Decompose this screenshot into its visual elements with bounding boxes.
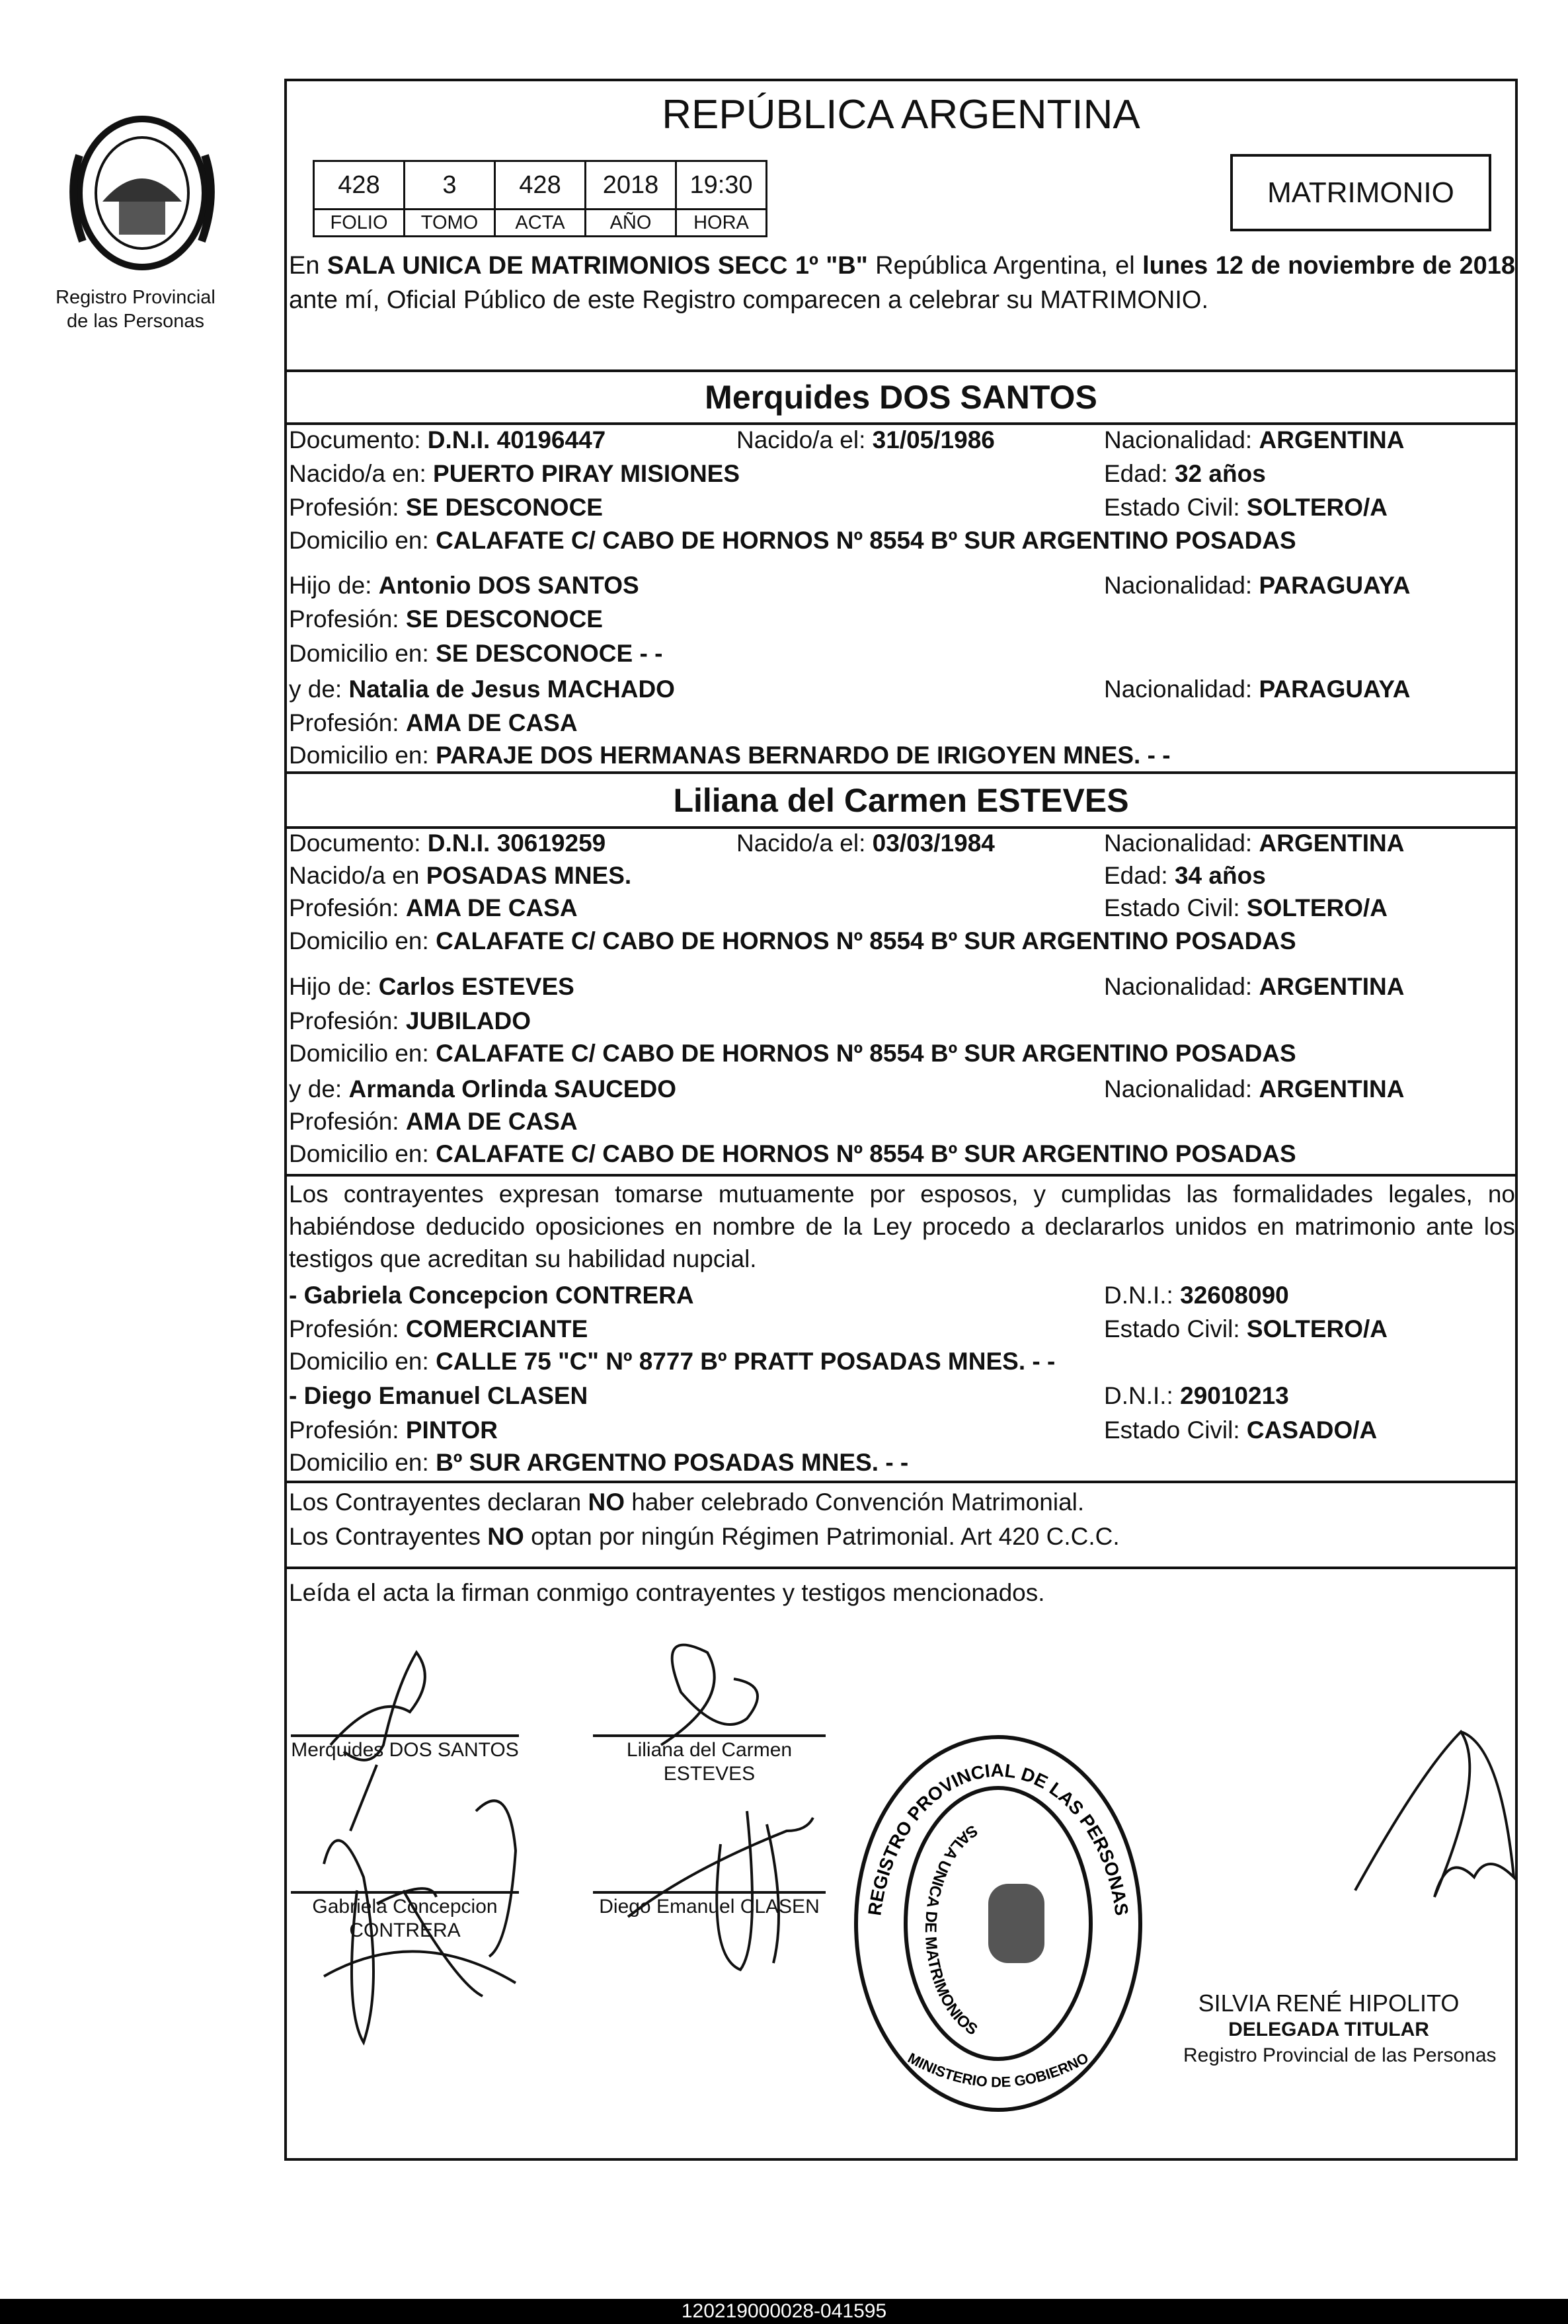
c1-madre-nacionalidad: Nacionalidad: PARAGUAYA (1104, 676, 1411, 703)
logo-caption (40, 286, 231, 333)
c1-padre: Hijo de: Antonio DOS SANTOS (289, 572, 639, 599)
declaration-paragraph: Los contrayentes expresan tomarse mutuamente por esposos, y cumplidas las formalidades legales, no habiéndose deducido oposiciones en nombre de la Ley procedo a declararlos unidos en matrimonio ante los testigos que acreditan su habilidad nupcial. (289, 1181, 1515, 1272)
c2-nacido-el: Nacido/a el: 03/03/1984 (736, 830, 995, 857)
c2-profesion: Profesión: AMA DE CASA (289, 894, 578, 921)
c2-padre-domicilio: Domicilio en: CALAFATE C/ CABO DE HORNOS Nº 8554 Bº SUR ARGENTINO POSADAS (289, 1040, 1296, 1067)
acta-label: ACTA (495, 210, 586, 237)
signature-label-gabriela: Gabriela Concepcion CONTRERA (312, 1896, 498, 1941)
stamp-outer-text: REGISTRO PROVINCIAL DE LAS PERSONAS (864, 1760, 1132, 1917)
c2-madre-domicilio: Domicilio en: CALAFATE C/ CABO DE HORNOS Nº 8554 Bº SUR ARGENTINO POSADAS (289, 1140, 1296, 1167)
c2-padre: Hijo de: Carlos ESTEVES (289, 973, 574, 1000)
c2-madre-profesion: Profesión: AMA DE CASA (289, 1108, 578, 1135)
signature-label-diego: Diego Emanuel CLASEN (599, 1896, 820, 1917)
testigo1-domicilio: Domicilio en: CALLE 75 "C" Nº 8777 Bº PRATT POSADAS MNES. - - (289, 1348, 1056, 1375)
folio-value: 428 (314, 161, 405, 210)
official-org: Registro Provincial de las Personas (1183, 2044, 1497, 2066)
testigo2-estado-civil: Estado Civil: CASADO/A (1104, 1416, 1378, 1444)
c2-padre-nacionalidad: Nacionalidad: ARGENTINA (1104, 973, 1405, 1000)
page-title: REPÚBLICA ARGENTINA (662, 92, 1140, 137)
c1-madre-profesion: Profesión: AMA DE CASA (289, 709, 578, 736)
document-barcode-number: 120219000028-041595 (0, 2299, 1568, 2324)
c1-nacido-el: Nacido/a el: 31/05/1986 (736, 426, 995, 453)
intro-text: En (289, 252, 327, 280)
c1-nacido-en: Nacido/a en: PUERTO PIRAY MISIONES (289, 460, 740, 487)
official-block (1183, 1990, 1497, 2069)
testigo2-name: - Diego Emanuel CLASEN (289, 1382, 588, 1409)
divider (284, 1481, 1518, 1483)
c2-domicilio: Domicilio en: CALAFATE C/ CABO DE HORNOS Nº 8554 Bº SUR ARGENTINO POSADAS (289, 927, 1296, 954)
c1-nacionalidad: Nacionalidad: ARGENTINA (1104, 426, 1405, 453)
c1-profesion: Profesión: SE DESCONOCE (289, 494, 603, 521)
province-seal-logo (53, 116, 231, 271)
logo-caption-line2: de las Personas (67, 311, 204, 332)
signature-diego (628, 1811, 813, 1970)
folio-label: FOLIO (314, 210, 405, 237)
c2-nacionalidad: Nacionalidad: ARGENTINA (1104, 830, 1405, 857)
c2-documento: Documento: D.N.I. 30619259 (289, 830, 606, 857)
c1-edad: Edad: 32 años (1104, 460, 1266, 487)
intro-text: ante mí, Oficial Público de este Registro comparecen a celebrar su MATRIMONIO. (289, 286, 1209, 314)
official-role: DELEGADA TITULAR (1228, 2019, 1429, 2040)
stamp-inner-text: SALA UNICA DE MATRIMONIOS (921, 1821, 981, 2039)
signature-official (1355, 1732, 1514, 1897)
c2-edad: Edad: 34 años (1104, 862, 1266, 889)
c1-padre-profesion: Profesión: SE DESCONOCE (289, 605, 603, 633)
c2-madre-nacionalidad: Nacionalidad: ARGENTINA (1104, 1075, 1405, 1103)
divider (284, 1174, 1518, 1177)
testigo1-profesion: Profesión: COMERCIANTE (289, 1315, 588, 1342)
tomo-label: TOMO (405, 210, 495, 237)
intro-text: República Argentina, el (867, 252, 1143, 280)
record-type-box: MATRIMONIO (1230, 154, 1491, 231)
signature-label-merquides: Merquides DOS SANTOS (291, 1739, 519, 1761)
divider (284, 1567, 1518, 1569)
closing-text: Leída el acta la firman conmigo contrayentes y testigos mencionados. (289, 1579, 1045, 1606)
c2-padre-profesion: Profesión: JUBILADO (289, 1007, 531, 1034)
intro-place: SALA UNICA DE MATRIMONIOS SECC 1º "B" (327, 252, 868, 280)
testigo2-domicilio: Domicilio en: Bº SUR ARGENTNO POSADAS MNES. - - (289, 1449, 909, 1476)
c1-padre-domicilio: Domicilio en: SE DESCONOCE - - (289, 640, 663, 667)
c2-nacido-en: Nacido/a en POSADAS MNES. (289, 862, 632, 889)
c1-domicilio: Domicilio en: CALAFATE C/ CABO DE HORNOS Nº 8554 Bº SUR ARGENTINO POSADAS (289, 527, 1296, 554)
folio-table (313, 160, 767, 237)
contrayente1-name: Merquides DOS SANTOS (705, 379, 1097, 416)
stamp-crest-icon (988, 1884, 1044, 1963)
divider (284, 771, 1518, 774)
c1-madre: y de: Natalia de Jesus MACHADO (289, 676, 675, 703)
intro-paragraph (289, 249, 1515, 361)
testigo2-dni: D.N.I.: 29010213 (1104, 1382, 1289, 1409)
convencion-line: Los Contrayentes declaran NO haber celebrado Convención Matrimonial. (289, 1489, 1085, 1516)
signature-label-liliana: Liliana del Carmen ESTEVES (626, 1739, 793, 1785)
signature-liliana (661, 1645, 758, 1745)
c1-documento: Documento: D.N.I. 40196447 (289, 426, 606, 453)
testigo2-profesion: Profesión: PINTOR (289, 1416, 498, 1444)
intro-date: lunes 12 de noviembre de 2018 (1142, 252, 1515, 280)
tomo-value: 3 (405, 161, 495, 210)
testigo1-dni: D.N.I.: 32608090 (1104, 1282, 1289, 1309)
acta-value: 428 (495, 161, 586, 210)
c1-madre-domicilio: Domicilio en: PARAJE DOS HERMANAS BERNARDO DE IRIGOYEN MNES. - - (289, 742, 1171, 769)
svg-text:MINISTERIO DE GOBIERNO (905, 2050, 1091, 2091)
c1-estado-civil: Estado Civil: SOLTERO/A (1104, 494, 1388, 521)
anio-value: 2018 (586, 161, 676, 210)
c1-padre-nacionalidad: Nacionalidad: PARAGUAYA (1104, 572, 1411, 599)
testigo1-estado-civil: Estado Civil: SOLTERO/A (1104, 1315, 1388, 1342)
signature-gabriela (324, 1801, 516, 2042)
stamp-bottom-text: MINISTERIO DE GOBIERNO (905, 2049, 1091, 2091)
divider (284, 369, 1518, 372)
logo-caption-line1: Registro Provincial (56, 287, 216, 308)
divider (284, 422, 1518, 425)
svg-text:SALA UNICA DE MATRIMONIOS (921, 1821, 981, 2038)
hora-value: 19:30 (676, 161, 767, 210)
anio-label: AÑO (586, 210, 676, 237)
contrayente2-name: Liliana del Carmen ESTEVES (673, 782, 1129, 819)
hora-label: HORA (676, 210, 767, 237)
signature-merquides (331, 1652, 425, 1831)
testigo1-name: - Gabriela Concepcion CONTRERA (289, 1282, 694, 1309)
c2-madre: y de: Armanda Orlinda SAUCEDO (289, 1075, 676, 1103)
c2-estado-civil: Estado Civil: SOLTERO/A (1104, 894, 1388, 921)
official-stamp (846, 1732, 1150, 2115)
regimen-line: Los Contrayentes NO optan por ningún Régimen Patrimonial. Art 420 C.C.C. (289, 1523, 1120, 1550)
official-name: SILVIA RENÉ HIPOLITO (1198, 1990, 1460, 2017)
